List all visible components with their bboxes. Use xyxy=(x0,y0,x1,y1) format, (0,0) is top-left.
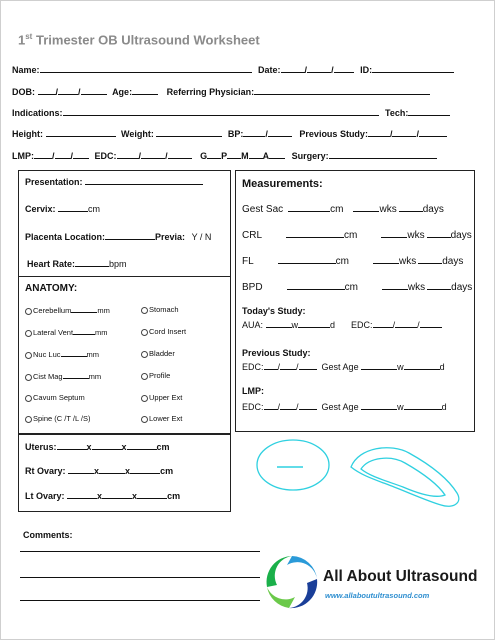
anatomy-item xyxy=(141,393,182,402)
a-label: A xyxy=(262,151,270,161)
uterus-width-field[interactable] xyxy=(92,441,122,450)
anatomy-item-label: Bladder xyxy=(149,349,175,358)
date-label: Date: xyxy=(258,65,281,75)
prev-gest-days-field[interactable] xyxy=(404,361,440,370)
header-row-name: Name: Date: / / ID: xyxy=(12,64,454,75)
logo-swirl-icon xyxy=(259,551,325,613)
anatomy-item-label: Cist Mag xyxy=(33,372,63,381)
lmp-gest-age-label: Gest Age xyxy=(321,402,359,412)
id-field[interactable] xyxy=(372,64,454,73)
anatomy-item xyxy=(25,305,110,315)
previa-label: Previa: xyxy=(155,232,186,242)
indications-field[interactable] xyxy=(63,107,379,116)
header-row-dob: DOB: / / Age: Referring Physician: xyxy=(12,86,430,97)
measurement-wks-unit: wks xyxy=(379,204,397,215)
lt-ovary-x-1: x xyxy=(97,491,103,501)
measurement-label: BPD xyxy=(242,282,263,293)
date-day-field[interactable] xyxy=(307,64,331,73)
measurement-wks-unit: wks xyxy=(407,230,425,241)
measurements-heading: Measurements: xyxy=(242,178,323,190)
anatomy-item-unit: mm xyxy=(97,306,110,315)
prev-edc-day-field[interactable] xyxy=(280,361,296,370)
anatomy-item xyxy=(25,414,91,423)
checkbox-icon[interactable] xyxy=(25,352,32,359)
todays-edc-day-field[interactable] xyxy=(395,319,417,328)
lt-ovary-label: Lt Ovary: xyxy=(25,491,65,501)
age-label: Age: xyxy=(112,87,133,97)
edc-day-field[interactable] xyxy=(141,150,165,159)
checkbox-icon[interactable] xyxy=(141,329,148,336)
anatomy-item xyxy=(25,393,85,402)
measurement-label: Gest Sac xyxy=(242,204,284,215)
anatomy-item-field[interactable] xyxy=(63,371,89,379)
aua-weeks-field[interactable] xyxy=(266,319,292,328)
comments-line-2[interactable] xyxy=(20,577,260,578)
rt-ovary-length-field[interactable] xyxy=(68,465,94,474)
todays-edc-month-field[interactable] xyxy=(373,319,393,328)
lmp-edc-year-field[interactable] xyxy=(299,401,317,410)
uterus-height-field[interactable] xyxy=(127,441,157,450)
anatomy-item-label: Cerebellum xyxy=(33,306,72,315)
checkbox-icon[interactable] xyxy=(141,416,148,423)
cervix-unit: cm xyxy=(88,204,101,214)
anatomy-item xyxy=(25,371,101,381)
aua-label: AUA: xyxy=(242,320,264,330)
todays-study-heading: Today's Study: xyxy=(242,306,306,316)
heart-rate-unit: bpm xyxy=(109,259,127,269)
checkbox-icon[interactable] xyxy=(25,330,32,337)
anatomy-item xyxy=(25,327,108,337)
placenta-row xyxy=(25,231,211,242)
anatomy-item-label: Nuc Luc xyxy=(33,350,61,359)
measurement-wks-unit: wks xyxy=(399,256,417,267)
measurement-cm-field[interactable] xyxy=(278,255,336,264)
measurement-row xyxy=(242,229,472,241)
surgery-label: Surgery: xyxy=(291,151,329,161)
height-label: Height: xyxy=(12,129,43,139)
measurement-row xyxy=(242,203,444,215)
aua-days-field[interactable] xyxy=(298,319,330,328)
name-field[interactable] xyxy=(40,64,252,73)
presentation-label: Presentation: xyxy=(25,177,83,187)
m-field[interactable] xyxy=(249,150,263,159)
measurement-cm-unit: cm xyxy=(344,282,358,293)
placenta-label: Placenta Location: xyxy=(25,232,106,242)
referring-field[interactable] xyxy=(254,86,430,95)
anatomy-item xyxy=(25,349,99,359)
lmp-edc-month-field[interactable] xyxy=(264,401,278,410)
bp-systolic-field[interactable] xyxy=(243,128,265,137)
p-field[interactable] xyxy=(227,150,241,159)
header-row-height: Height: Weight: BP: / Previous Study: / / xyxy=(12,128,447,139)
previous-study-day-field[interactable] xyxy=(392,128,416,137)
checkbox-icon[interactable] xyxy=(141,307,148,314)
prev-d-unit: d xyxy=(439,362,445,372)
weight-label: Weight: xyxy=(121,129,154,139)
anatomy-item-unit: mm xyxy=(88,372,102,381)
previous-study-row: EDC: / / Gest Age w d xyxy=(242,362,445,372)
dob-label: DOB: xyxy=(12,87,35,97)
cervix-row xyxy=(25,203,100,214)
prev-gest-weeks-field[interactable] xyxy=(361,361,397,370)
rt-ovary-x-2: x xyxy=(125,466,131,476)
anatomy-item-field[interactable] xyxy=(73,327,95,335)
checkbox-icon[interactable] xyxy=(141,351,148,358)
measurement-wks-field[interactable] xyxy=(353,203,379,212)
measurement-days-field[interactable] xyxy=(418,255,442,264)
lt-ovary-x-2: x xyxy=(132,491,138,501)
prev-edc-label: EDC: xyxy=(242,362,264,372)
dob-year-field[interactable] xyxy=(81,86,107,95)
page-title: 1st Trimester OB Ultrasound Worksheet xyxy=(18,32,260,48)
prev-edc-year-field[interactable] xyxy=(299,361,317,370)
lt-ovary-width-field[interactable] xyxy=(102,490,132,499)
prev-gest-age-label: Gest Age xyxy=(321,362,359,372)
anatomy-item-unit: mm xyxy=(86,350,100,359)
lmp-edc-day-field[interactable] xyxy=(280,401,296,410)
tech-field[interactable] xyxy=(408,107,450,116)
date-year-field[interactable] xyxy=(334,64,354,73)
measurement-days-unit: days xyxy=(451,282,473,293)
anatomy-item-field[interactable] xyxy=(61,349,87,357)
edc-year-field[interactable] xyxy=(168,150,192,159)
id-label: ID: xyxy=(360,65,373,75)
sketch-ellipse xyxy=(257,440,329,490)
lmp-gest-days-field[interactable] xyxy=(404,401,442,410)
anatomy-item-label: Stomach xyxy=(149,305,179,314)
checkbox-icon[interactable] xyxy=(25,374,32,381)
rt-ovary-unit: cm xyxy=(160,466,174,476)
previous-study-label: Previous Study: xyxy=(299,129,368,139)
uterus-label: Uterus: xyxy=(25,442,57,452)
measurement-cm-field[interactable] xyxy=(288,203,330,212)
anatomy-item xyxy=(141,371,170,380)
measurement-label: FL xyxy=(242,256,254,267)
dob-day-field[interactable] xyxy=(58,86,78,95)
heart-rate-label: Heart Rate: xyxy=(27,259,76,269)
todays-edc-year-field[interactable] xyxy=(420,319,442,328)
header-row-indications xyxy=(12,107,450,118)
anatomy-item-label: Upper Ext xyxy=(149,393,183,402)
uterus-x-2: x xyxy=(121,442,127,452)
anatomy-item xyxy=(141,349,175,358)
measurement-days-unit: days xyxy=(442,256,464,267)
g-field[interactable] xyxy=(207,150,221,159)
cervix-label: Cervix: xyxy=(25,204,56,214)
uterus-unit: cm xyxy=(156,442,170,452)
measurement-wks-field[interactable] xyxy=(381,229,407,238)
checkbox-icon[interactable] xyxy=(25,308,32,315)
measurement-wks-field[interactable] xyxy=(373,255,399,264)
indications-label: Indications: xyxy=(12,108,63,118)
lmp-year-field[interactable] xyxy=(73,150,89,159)
cervix-field[interactable] xyxy=(58,203,88,212)
age-field[interactable] xyxy=(132,86,158,95)
p-label: P xyxy=(221,151,228,161)
measurement-row xyxy=(242,281,472,293)
todays-edc-label: EDC: xyxy=(351,320,373,330)
measurement-days-unit: days xyxy=(422,204,444,215)
heart-rate-field[interactable] xyxy=(75,258,109,267)
name-label: Name: xyxy=(12,65,40,75)
measurement-cm-unit: cm xyxy=(330,204,344,215)
lt-ovary-unit: cm xyxy=(167,491,181,501)
lmp-edc-label: EDC: xyxy=(242,402,264,412)
measurement-days-field[interactable] xyxy=(427,281,451,290)
comments-label: Comments: xyxy=(23,530,73,540)
comments-line-3[interactable] xyxy=(20,600,260,601)
weight-field[interactable] xyxy=(156,128,222,137)
lmp-w-unit: w xyxy=(397,402,404,412)
edc-label: EDC: xyxy=(94,151,117,161)
measurement-days-field[interactable] xyxy=(427,229,451,238)
lmp-heading: LMP: xyxy=(242,386,264,396)
height-field[interactable] xyxy=(46,128,116,137)
m-label: M xyxy=(241,151,249,161)
comments-line-1[interactable] xyxy=(20,551,260,552)
lmp-gest-weeks-field[interactable] xyxy=(361,401,397,410)
measurement-cm-unit: cm xyxy=(344,230,358,241)
aua-d-unit: d xyxy=(330,320,336,330)
g-label: G xyxy=(200,151,208,161)
anatomy-item-label: Spine (C /T /L /S) xyxy=(33,414,91,423)
measurement-days-field[interactable] xyxy=(399,203,423,212)
rt-ovary-x-1: x xyxy=(94,466,100,476)
previous-study-heading: Previous Study: xyxy=(242,348,311,358)
previous-study-month-field[interactable] xyxy=(368,128,390,137)
lmp-month-field[interactable] xyxy=(34,150,52,159)
lt-ovary-length-field[interactable] xyxy=(67,490,97,499)
anatomy-item-label: Profile xyxy=(149,371,171,380)
measurement-label: CRL xyxy=(242,230,263,241)
lmp-day-field[interactable] xyxy=(55,150,71,159)
a-field[interactable] xyxy=(269,150,285,159)
anatomy-item-label: Lower Ext xyxy=(149,414,183,423)
measurement-cm-unit: cm xyxy=(335,256,350,267)
cyan-sketch xyxy=(241,429,481,529)
anatomy-item xyxy=(141,414,182,423)
tech-label: Tech: xyxy=(385,108,409,118)
previous-study-year-field[interactable] xyxy=(419,128,447,137)
rt-ovary-width-field[interactable] xyxy=(99,465,125,474)
measurement-row xyxy=(242,255,463,267)
anatomy-item-field[interactable] xyxy=(71,305,97,313)
checkbox-icon[interactable] xyxy=(141,373,148,380)
logo-url[interactable]: www.allaboutultrasound.com xyxy=(325,591,430,600)
surgery-field[interactable] xyxy=(329,150,437,159)
lmp-d-unit: d xyxy=(441,402,447,412)
sketch-outer-loop xyxy=(351,448,459,507)
rt-ovary-label: Rt Ovary: xyxy=(25,466,66,476)
presentation-row xyxy=(25,176,203,187)
anatomy-item-unit: mm xyxy=(95,328,108,337)
todays-study-row: AUA: w d EDC: / / xyxy=(242,319,442,330)
heart-rate-row xyxy=(27,258,127,269)
measurement-wks-field[interactable] xyxy=(382,281,408,290)
anatomy-item xyxy=(141,327,186,336)
logo-name: All About Ultrasound xyxy=(323,568,478,585)
bp-label: BP: xyxy=(227,129,244,139)
edc-month-field[interactable] xyxy=(117,150,139,159)
presentation-field[interactable] xyxy=(85,176,203,185)
checkbox-icon[interactable] xyxy=(141,395,148,402)
header-row-lmp: LMP: / / EDC: / / G P M A Surgery: xyxy=(12,150,437,161)
measurement-days-unit: days xyxy=(450,230,472,241)
uterus-length-field[interactable] xyxy=(57,441,87,450)
anatomy-heading: ANATOMY: xyxy=(25,283,78,294)
anatomy-item-label: Lateral Vent xyxy=(33,328,74,337)
anatomy-item-label: Cavum Septum xyxy=(33,393,85,402)
referring-label: Referring Physician: xyxy=(166,87,255,97)
prev-edc-month-field[interactable] xyxy=(264,361,278,370)
checkbox-icon[interactable] xyxy=(25,416,32,423)
measurement-cm-field[interactable] xyxy=(286,229,344,238)
bp-diastolic-field[interactable] xyxy=(268,128,292,137)
prev-w-unit: w xyxy=(397,362,404,372)
checkbox-icon[interactable] xyxy=(25,395,32,402)
rt-ovary-height-field[interactable] xyxy=(130,465,160,474)
lt-ovary-row xyxy=(25,490,180,501)
previa-options[interactable]: Y / N xyxy=(191,232,212,242)
rt-ovary-row xyxy=(25,465,173,476)
measurement-wks-unit: wks xyxy=(407,282,426,293)
anatomy-item-label: Cord Insert xyxy=(149,327,187,336)
measurement-cm-field[interactable] xyxy=(287,281,345,290)
anatomy-item xyxy=(141,305,179,314)
aua-w-unit: w xyxy=(291,320,299,330)
uterus-x-1: x xyxy=(86,442,92,452)
lmp-label: LMP: xyxy=(12,151,34,161)
date-month-field[interactable] xyxy=(281,64,305,73)
lt-ovary-height-field[interactable] xyxy=(137,490,167,499)
lmp-row: EDC: / / Gest Age w d xyxy=(242,402,447,412)
dob-month-field[interactable] xyxy=(38,86,56,95)
uterus-row xyxy=(25,441,170,452)
placenta-field[interactable] xyxy=(105,231,155,240)
